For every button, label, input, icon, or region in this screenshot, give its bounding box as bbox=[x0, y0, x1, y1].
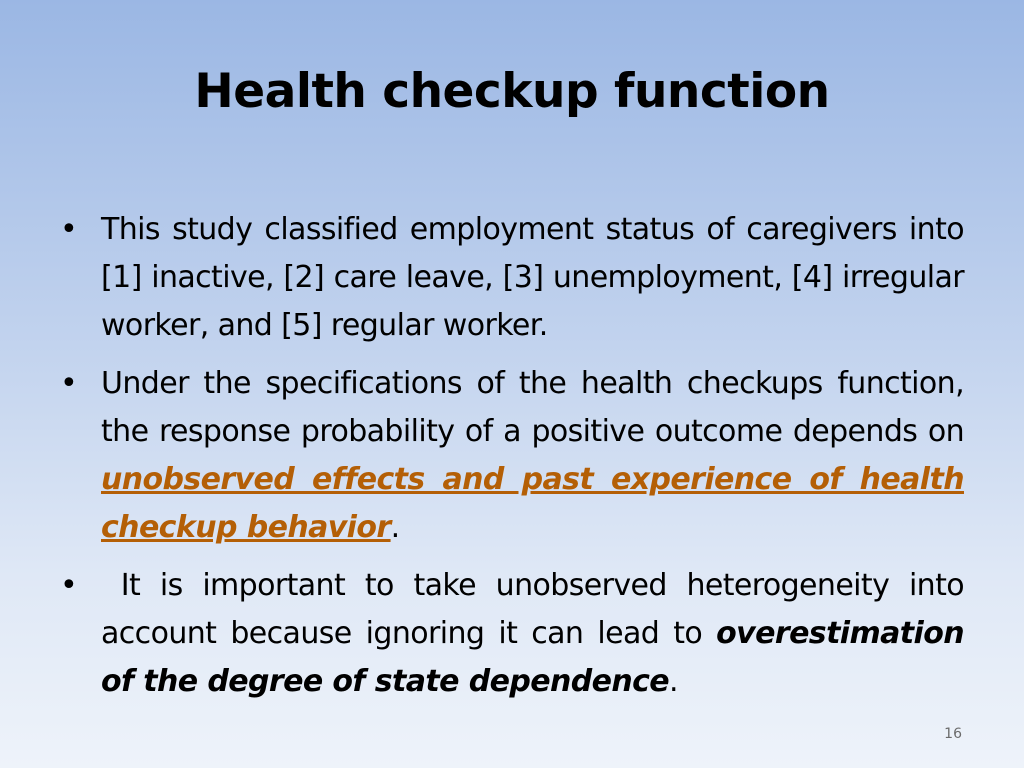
bullet-text: This study classified employment status of caregivers into [1] inactive, [2] care leave, [3] unemployment, [4] irregular worker, and [5] regular worker. bbox=[101, 212, 964, 343]
emphasized-phrase: unobserved effects and past experience of health checkup behavior bbox=[101, 462, 964, 545]
slide-title: Health checkup function bbox=[194, 64, 830, 119]
bullet-list bbox=[58, 206, 973, 716]
bullet-item-2 bbox=[58, 360, 964, 552]
bullet-item-3 bbox=[58, 562, 973, 706]
page-number: 16 bbox=[944, 726, 962, 742]
bullet-item-1 bbox=[58, 206, 964, 350]
bullet-marker: • bbox=[60, 568, 78, 603]
bullet-text: Under the specifications of the health checkups function, the response probability of a positive outcome depends on bbox=[101, 366, 964, 449]
bullet-marker: • bbox=[60, 366, 78, 401]
emphasized-phrase: overestimation of the degree of state dependence bbox=[101, 616, 964, 699]
bullet-text-end: . bbox=[390, 510, 400, 545]
bullet-text: It is important to take unobserved heterogeneity into account because ignoring it can lead to bbox=[101, 568, 973, 651]
bullet-text-end: . bbox=[669, 664, 678, 699]
bullet-marker: • bbox=[60, 212, 78, 247]
